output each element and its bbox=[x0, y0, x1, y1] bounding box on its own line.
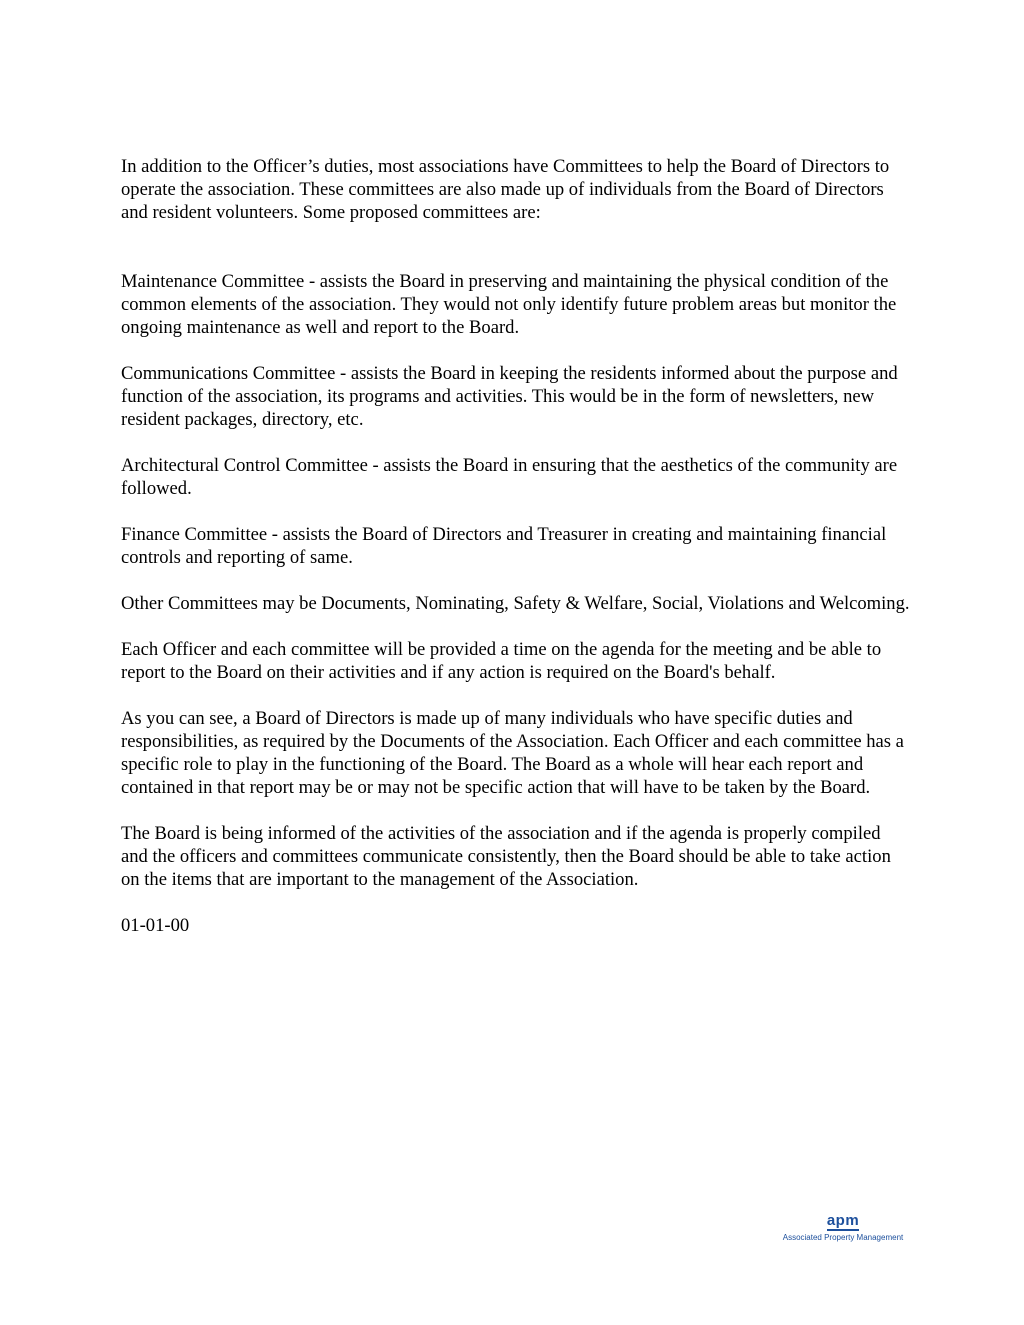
paragraph-agenda-reporting: Each Officer and each committee will be provided a time on the agenda for the meeting and be able to report to the Board on their activities and if any action is required on the Board's behalf. bbox=[121, 639, 882, 683]
logo-underline bbox=[827, 1229, 859, 1231]
paragraph-finance-committee: Finance Committee - assists the Board of Directors and Treasurer in creating and maintaining financial controls and reporting of same. bbox=[121, 524, 887, 568]
paragraph-architectural-control-committee: Architectural Control Committee - assists the Board in ensuring that the aesthetics of the community are followed. bbox=[121, 455, 898, 499]
document-date: 01-01-00 bbox=[121, 915, 190, 936]
paragraph-board-informed: The Board is being informed of the activities of the association and if the agenda is properly compiled and the officers and committees communicate consistently, then the Board should be able to take action on the items that are important to the management of the Association. bbox=[121, 823, 891, 890]
logo-mark: apm bbox=[826, 1212, 860, 1229]
paragraph-maintenance-committee: Maintenance Committee - assists the Board in preserving and maintaining the physical condition of the common elements of the association. They would not only identify future problem areas but monitor the ongoing maintenance as well and report to the Board. bbox=[121, 271, 897, 338]
logo-company-name: Associated Property Management bbox=[782, 1233, 904, 1242]
apm-logo bbox=[776, 1212, 910, 1246]
paragraph-board-overview: As you can see, a Board of Directors is made up of many individuals who have specific duties and responsibilities, as required by the Documents of the Association. Each Officer and each committee has a specific role to play in the functioning of the Board. The Board as a whole will hear each report and contained in that report may be or may not be specific action that will have to be taken by the Board. bbox=[121, 708, 904, 798]
paragraph-other-committees: Other Committees may be Documents, Nominating, Safety & Welfare, Social, Violations and Welcoming. bbox=[121, 593, 910, 614]
document-body bbox=[121, 155, 911, 960]
paragraph-intro: In addition to the Officer’s duties, most associations have Committees to help the Board of Directors to operate the association. These committees are also made up of individuals from the Board of Directors and resident volunteers. Some proposed committees are: bbox=[121, 156, 890, 223]
paragraph-communications-committee: Communications Committee - assists the Board in keeping the residents informed about the purpose and function of the association, its programs and activities. This would be in the form of newsletters, new resident packages, directory, etc. bbox=[121, 363, 898, 430]
